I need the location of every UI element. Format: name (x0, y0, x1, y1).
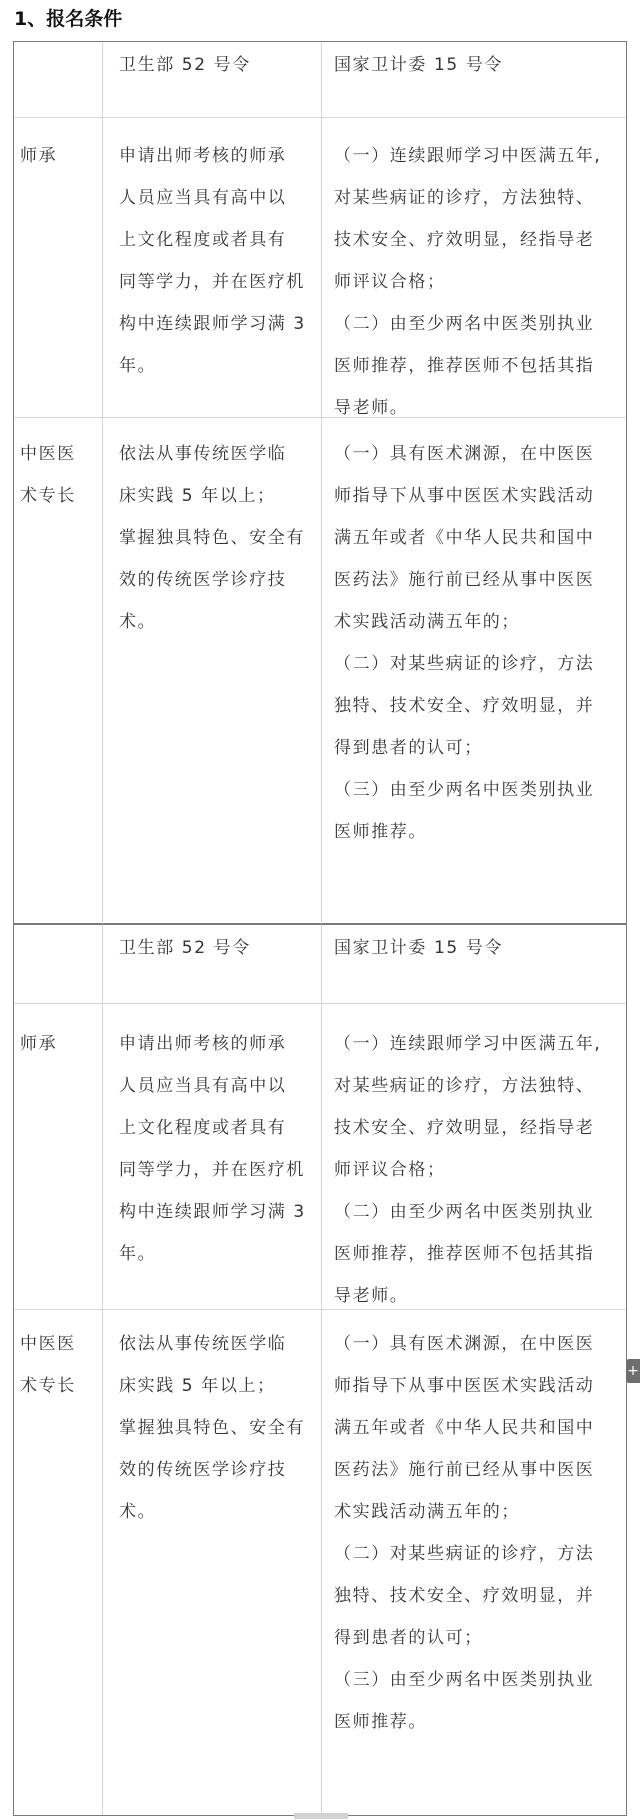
text-line: 技术安全、疗效明显，经指导老 (334, 230, 595, 250)
text-line: 床实践 5 年以上； (119, 486, 276, 506)
text-line: （三）由至少两名中医类别执业 (334, 1670, 595, 1690)
requirements-table-repeat (13, 924, 627, 1816)
text-line: （一）具有医术渊源，在中医医 (334, 1334, 595, 1354)
row-label: 中医医 (20, 444, 76, 464)
text-line: 同等学力，并在医疗机 (119, 1160, 305, 1180)
text-line: 师指导下从事中医医术实践活动 (334, 486, 595, 506)
text-line: 满五年或者《中华人民共和国中 (334, 1418, 595, 1438)
header-col3: 国家卫计委 15 号令 (334, 55, 504, 75)
text-line: 独特、技术安全、疗效明显，并 (334, 1586, 595, 1606)
text-line: 对某些病证的诊疗，方法独特、 (334, 1076, 595, 1096)
text-line: 术实践活动满五年的； (334, 1502, 520, 1522)
header-col2: 卫生部 52 号令 (119, 938, 251, 958)
text-line: （二）由至少两名中医类别执业 (334, 1202, 595, 1222)
text-line: 独特、技术安全、疗效明显，并 (334, 696, 595, 716)
text-line: 依法从事传统医学临 (119, 444, 287, 464)
text-line: 师指导下从事中医医术实践活动 (334, 1376, 595, 1396)
text-line: 掌握独具特色、安全有 (119, 1418, 305, 1438)
text-line: 得到患者的认可； (334, 738, 483, 758)
text-line: （二）对某些病证的诊疗，方法 (334, 654, 595, 674)
text-line: 导老师。 (334, 1286, 409, 1306)
section-heading: 1、报名条件 (14, 8, 123, 30)
text-line: 技术安全、疗效明显，经指导老 (334, 1118, 595, 1138)
text-line: 人员应当具有高中以 (119, 1076, 287, 1096)
row-label: 师承 (20, 146, 58, 166)
text-line: 构中连续跟师学习满 3 (119, 314, 306, 334)
text-line: （二）由至少两名中医类别执业 (334, 314, 595, 334)
row-shicheng (14, 1003, 626, 1310)
scroll-handle[interactable] (294, 1813, 348, 1819)
requirements-table (13, 41, 627, 924)
text-line: 上文化程度或者具有 (119, 1118, 287, 1138)
text-line: 医师推荐。 (334, 822, 427, 842)
text-line: 年。 (119, 1244, 157, 1264)
text-line: 同等学力，并在医疗机 (119, 272, 305, 292)
text-line: 效的传统医学诊疗技 (119, 1460, 287, 1480)
header-col3: 国家卫计委 15 号令 (334, 938, 504, 958)
row-zhuanchang (14, 417, 626, 925)
text-line: 效的传统医学诊疗技 (119, 570, 287, 590)
text-line: 医师推荐，推荐医师不包括其指 (334, 1244, 595, 1264)
text-line: 医药法》施行前已经从事中医医 (334, 570, 595, 590)
text-line: 术实践活动满五年的； (334, 612, 520, 632)
text-line: 人员应当具有高中以 (119, 188, 287, 208)
text-line: 医药法》施行前已经从事中医医 (334, 1460, 595, 1480)
text-line: 构中连续跟师学习满 3 (119, 1202, 306, 1222)
table-header-row (14, 42, 626, 118)
text-line: 师评议合格； (334, 272, 446, 292)
text-line: 术。 (119, 612, 157, 632)
row-label: 中医医 (20, 1334, 76, 1354)
text-line: 得到患者的认可； (334, 1628, 483, 1648)
text-line: 掌握独具特色、安全有 (119, 528, 305, 548)
text-line: 满五年或者《中华人民共和国中 (334, 528, 595, 548)
text-line: （一）连续跟师学习中医满五年, (334, 1034, 602, 1054)
text-line: 年。 (119, 356, 157, 376)
text-line: 申请出师考核的师承 (119, 146, 287, 166)
text-line: 床实践 5 年以上； (119, 1376, 276, 1396)
expand-button[interactable]: + (626, 1359, 640, 1383)
text-line: 师评议合格； (334, 1160, 446, 1180)
text-line: 上文化程度或者具有 (119, 230, 287, 250)
header-col2: 卫生部 52 号令 (119, 55, 251, 75)
text-line: （三）由至少两名中医类别执业 (334, 780, 595, 800)
row-label: 术专长 (20, 1376, 76, 1396)
row-label: 师承 (20, 1034, 58, 1054)
text-line: 申请出师考核的师承 (119, 1034, 287, 1054)
text-line: （一）连续跟师学习中医满五年, (334, 146, 602, 166)
table-header-row (14, 925, 626, 1004)
text-line: 术。 (119, 1502, 157, 1522)
text-line: （二）对某些病证的诊疗，方法 (334, 1544, 595, 1564)
text-line: 导老师。 (334, 398, 409, 418)
row-label: 术专长 (20, 486, 76, 506)
text-line: 依法从事传统医学临 (119, 1334, 287, 1354)
text-line: （一）具有医术渊源，在中医医 (334, 444, 595, 464)
text-line: 医师推荐，推荐医师不包括其指 (334, 356, 595, 376)
text-line: 对某些病证的诊疗，方法独特、 (334, 188, 595, 208)
text-line: 医师推荐。 (334, 1712, 427, 1732)
row-zhuanchang (14, 1309, 626, 1815)
row-shicheng (14, 117, 626, 418)
